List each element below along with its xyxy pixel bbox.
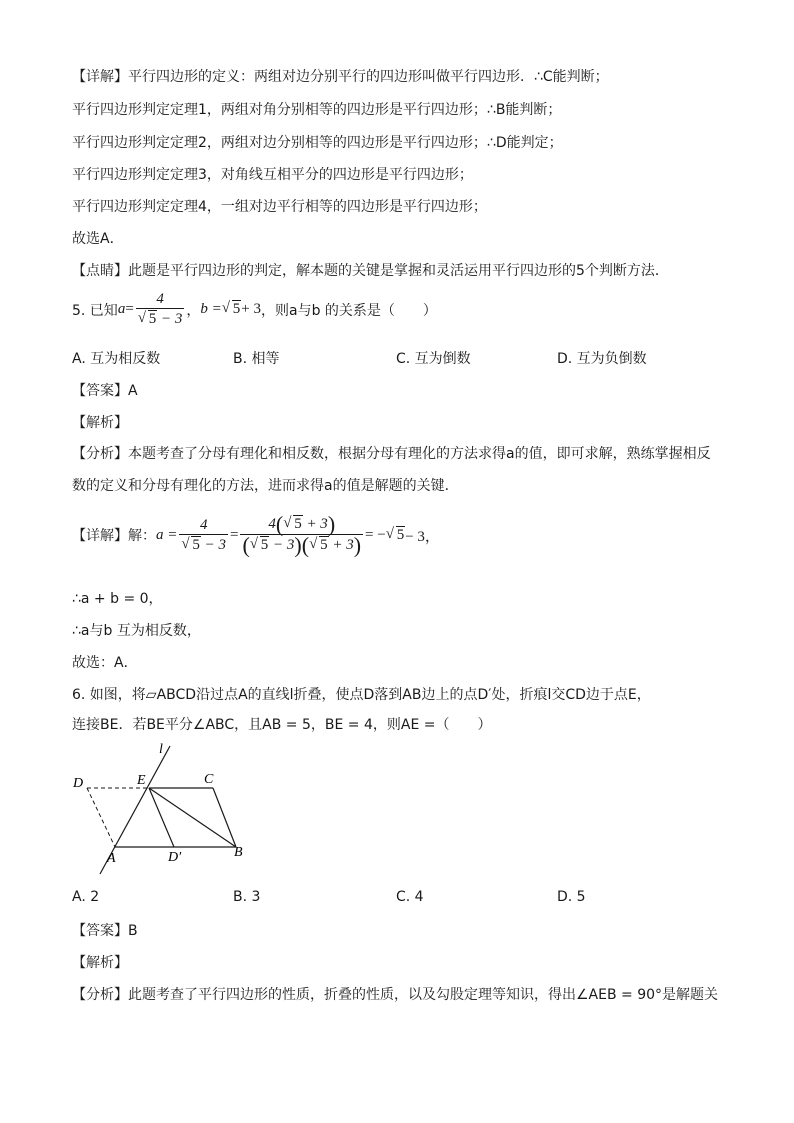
q6-option-d[interactable]: D. 5 [557, 889, 586, 905]
q6-analysis-1: 【分析】此题考查了平行四边形的性质，折叠的性质，以及勾股定理等知识，得出∠AEB = 90°是解题关 [72, 987, 719, 1003]
q5-option-a[interactable]: A. 互为相反数 [72, 351, 161, 367]
q5-step-1: ∴a + b = 0， [72, 591, 163, 607]
q5-detail: 【详解】解： a = 4 √ 5 − 3 = $\frac{4(√ 5 + 3)}{(√ 5 - 3)(√ 5 + 3)}$ = − √ 5 − 3， [72, 515, 440, 555]
label-b: B [234, 845, 243, 860]
q5-analysis-1: 【分析】本题考查了分母有理化和相反数，根据分母有理化的方法求得a的值，即可求解，熟练掌握相反 [72, 446, 711, 462]
q5-option-c[interactable]: C. 互为倒数 [396, 351, 471, 367]
side-cb [213, 788, 236, 847]
q5-analysis-tag: 【解析】 [72, 415, 128, 431]
q5-option-d[interactable]: D. 互为负倒数 [557, 351, 647, 367]
question-6-line-2: 连接BE．若BE平分∠ABC，且AB = 5，BE = 4，则AE =（ ） [72, 717, 492, 733]
label-c: C [204, 772, 214, 787]
fraction-detail-2: $\frac{4(√ 5 + 3)}{(√ 5 - 3)(√ 5 + 3)}$ [240, 515, 363, 555]
detail-line-1: 【详解】平行四边形的定义：两组对边分别平行的四边形叫做平行四边形．∴C能判断； [72, 69, 609, 85]
q5-step-2: ∴a与b 互为相反数， [72, 623, 201, 639]
parallelogram-figure [70, 738, 270, 878]
q5-answer: 【答案】A [72, 383, 138, 399]
q5-analysis-2: 数的定义和分母有理化的方法，进而求得a的值是解题的关键． [72, 478, 459, 494]
question-6-line-1: 6. 如图，将▱ABCD沿过点A的直线l折叠，使点D落到AB边上的点D′处，折痕l交CD边于点E， [72, 687, 651, 703]
detail-line-4: 平行四边形判定定理3，对角线互相平分的四边形是平行四边形； [72, 167, 473, 183]
conclusion-line: 故选A． [72, 231, 124, 247]
detail-line-2: 平行四边形判定定理1，两组对角分别相等的四边形是平行四边形；∴B能判断； [72, 102, 562, 118]
label-d: D [73, 776, 84, 791]
note-line: 【点睛】此题是平行四边形的判定，解本题的关键是掌握和灵活运用平行四边形的5个判断方法． [72, 263, 669, 279]
fraction-detail-1: 4 √ 5 − 3 [179, 516, 228, 555]
q6-option-b[interactable]: B. 3 [233, 889, 261, 905]
detail-line-5: 平行四边形判定定理4，一组对边平行相等的四边形是平行四边形； [72, 199, 487, 215]
q5-option-b[interactable]: B. 相等 [233, 351, 280, 367]
q6-option-c[interactable]: C. 4 [396, 889, 424, 905]
label-e: E [137, 773, 146, 788]
label-a: A [107, 851, 116, 866]
label-dprime: D′ [168, 850, 182, 865]
q6-analysis-tag: 【解析】 [72, 955, 128, 971]
q6-answer: 【答案】B [72, 923, 138, 939]
fraction-a: 4 √ 5 − 3 [136, 290, 185, 329]
detail-line-3: 平行四边形判定定理2，两组对边分别相等的四边形是平行四边形；∴D能判定； [72, 135, 563, 151]
q5-step-3: 故选：A． [72, 655, 138, 671]
dashed-ad [87, 788, 115, 847]
q6-option-a[interactable]: A. 2 [72, 889, 100, 905]
label-l: l [159, 742, 163, 757]
question-5: 5. 已知 a = 4 √ 5 − 3 ， b = √ 5 + 3 ，则a与b 的关系是（ ） [72, 290, 437, 329]
